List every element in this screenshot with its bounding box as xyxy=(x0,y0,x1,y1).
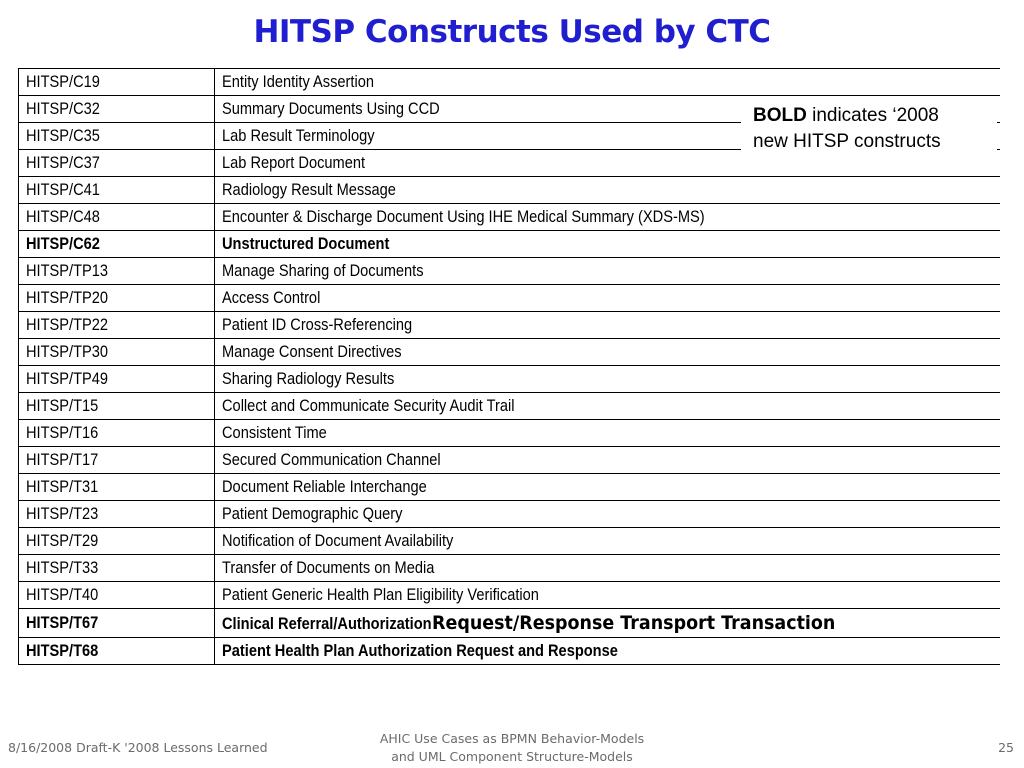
table-row xyxy=(19,339,1000,366)
legend-note xyxy=(741,99,997,157)
construct-name: Patient Generic Health Plan Eligibility Verification xyxy=(222,585,539,604)
table-row xyxy=(19,177,1000,204)
footer-date-label: 8/16/2008 Draft-K '2008 Lessons Learned xyxy=(8,740,268,755)
construct-code-cell xyxy=(19,501,215,528)
construct-name: Clinical Referral/Authorization xyxy=(222,614,436,633)
construct-code-cell xyxy=(19,366,215,393)
construct-name: Notification of Document Availability xyxy=(222,531,454,550)
constructs-table xyxy=(18,68,1000,665)
construct-code-cell xyxy=(19,609,215,638)
construct-code: HITSP/T33 xyxy=(26,558,99,577)
constructs-table-container xyxy=(18,68,999,665)
construct-name-cell xyxy=(215,555,1000,582)
construct-name: Transfer of Documents on Media xyxy=(222,558,435,577)
construct-code-cell xyxy=(19,474,215,501)
construct-code-cell xyxy=(19,231,215,258)
legend-bold-word: BOLD xyxy=(753,105,807,126)
construct-name: Lab Result Terminology xyxy=(222,126,375,145)
construct-name-cell xyxy=(215,474,1000,501)
table-row xyxy=(19,638,1000,665)
construct-code-cell xyxy=(19,96,215,123)
table-row xyxy=(19,285,1000,312)
construct-name: Lab Report Document xyxy=(222,153,366,172)
construct-name: Manage Consent Directives xyxy=(222,342,402,361)
construct-code-cell xyxy=(19,258,215,285)
legend-text-line1: indicates ‘2008 xyxy=(806,105,939,126)
construct-code: HITSP/TP49 xyxy=(26,369,109,388)
construct-name-cell xyxy=(215,393,1000,420)
construct-name-cell xyxy=(215,582,1000,609)
construct-name: Access Control xyxy=(222,288,321,307)
table-row xyxy=(19,582,1000,609)
construct-name-cell xyxy=(215,366,1000,393)
construct-code: HITSP/TP13 xyxy=(26,261,109,280)
table-row xyxy=(19,366,1000,393)
construct-name-cell xyxy=(215,204,1000,231)
construct-name-cell xyxy=(215,69,1000,96)
table-row xyxy=(19,231,1000,258)
construct-name: Secured Communication Channel xyxy=(222,450,441,469)
table-row xyxy=(19,474,1000,501)
construct-code: HITSP/TP30 xyxy=(26,342,109,361)
constructs-table-body xyxy=(19,69,1000,665)
construct-name-continued: Request/Response Transport Transaction xyxy=(432,612,836,634)
construct-code-cell xyxy=(19,204,215,231)
table-row xyxy=(19,609,1000,638)
construct-code: HITSP/C41 xyxy=(26,180,100,199)
construct-code-cell xyxy=(19,177,215,204)
construct-code: HITSP/T16 xyxy=(26,423,99,442)
construct-name: Entity Identity Assertion xyxy=(222,72,374,91)
table-row xyxy=(19,555,1000,582)
construct-code-cell xyxy=(19,123,215,150)
construct-name: Patient Health Plan Authorization Request and Response xyxy=(222,641,618,660)
construct-name: Patient ID Cross-Referencing xyxy=(222,315,413,334)
construct-name: Consistent Time xyxy=(222,423,327,442)
construct-code-cell xyxy=(19,582,215,609)
construct-name: Document Reliable Interchange xyxy=(222,477,427,496)
construct-code-cell xyxy=(19,447,215,474)
table-row xyxy=(19,528,1000,555)
footer-center-line2: and UML Component Structure-Models xyxy=(391,749,633,764)
table-row xyxy=(19,204,1000,231)
construct-code: HITSP/T31 xyxy=(26,477,99,496)
table-row xyxy=(19,312,1000,339)
construct-code-cell xyxy=(19,312,215,339)
construct-code-cell xyxy=(19,638,215,665)
legend-text-line2: new HITSP constructs xyxy=(753,131,941,152)
construct-code: HITSP/C48 xyxy=(26,207,100,226)
construct-code: HITSP/T15 xyxy=(26,396,99,415)
construct-name-cell xyxy=(215,528,1000,555)
construct-code: HITSP/T68 xyxy=(26,641,99,660)
construct-code: HITSP/TP22 xyxy=(26,315,109,334)
construct-code: HITSP/T17 xyxy=(26,450,99,469)
construct-code-cell xyxy=(19,285,215,312)
construct-code: HITSP/TP20 xyxy=(26,288,109,307)
table-row xyxy=(19,501,1000,528)
construct-code: HITSP/C62 xyxy=(26,234,100,253)
footer-center-line1: AHIC Use Cases as BPMN Behavior-Models xyxy=(379,731,645,746)
construct-name: Patient Demographic Query xyxy=(222,504,403,523)
construct-code: HITSP/C32 xyxy=(26,99,100,118)
construct-code: HITSP/T67 xyxy=(26,613,99,632)
construct-name-cell xyxy=(215,420,1000,447)
slide-title: HITSP Constructs Used by CTC xyxy=(253,14,771,50)
construct-name: Manage Sharing of Documents xyxy=(222,261,424,280)
construct-name-cell xyxy=(215,177,1000,204)
construct-name: Collect and Communicate Security Audit Trail xyxy=(222,396,515,415)
construct-name-cell xyxy=(215,231,1000,258)
construct-name-cell xyxy=(215,609,1000,638)
construct-name-cell xyxy=(215,285,1000,312)
construct-name: Summary Documents Using CCD xyxy=(222,99,440,118)
construct-code-cell xyxy=(19,555,215,582)
construct-code-cell xyxy=(19,150,215,177)
construct-code: HITSP/C35 xyxy=(26,126,100,145)
construct-code: HITSP/C19 xyxy=(26,72,100,91)
construct-name-cell xyxy=(215,501,1000,528)
construct-code-cell xyxy=(19,420,215,447)
construct-name-cell xyxy=(215,312,1000,339)
construct-name: Unstructured Document xyxy=(222,234,390,253)
construct-name: Encounter & Discharge Document Using IHE Medical Summary (XDS-MS) xyxy=(222,207,705,226)
construct-code-cell xyxy=(19,528,215,555)
construct-code-cell xyxy=(19,339,215,366)
construct-name-cell xyxy=(215,447,1000,474)
table-row xyxy=(19,393,1000,420)
construct-name-cell xyxy=(215,638,1000,665)
table-row xyxy=(19,258,1000,285)
construct-code: HITSP/T40 xyxy=(26,585,99,604)
construct-name: Radiology Result Message xyxy=(222,180,396,199)
construct-code: HITSP/T23 xyxy=(26,504,99,523)
construct-name-cell xyxy=(215,258,1000,285)
table-row xyxy=(19,447,1000,474)
footer-center-title xyxy=(312,730,712,766)
table-row xyxy=(19,420,1000,447)
construct-name-cell xyxy=(215,339,1000,366)
construct-name: Sharing Radiology Results xyxy=(222,369,395,388)
construct-code: HITSP/C37 xyxy=(26,153,100,172)
table-row xyxy=(19,69,1000,96)
construct-code-cell xyxy=(19,69,215,96)
page-number: 25 xyxy=(998,740,1014,755)
construct-code: HITSP/T29 xyxy=(26,531,99,550)
construct-code-cell xyxy=(19,393,215,420)
